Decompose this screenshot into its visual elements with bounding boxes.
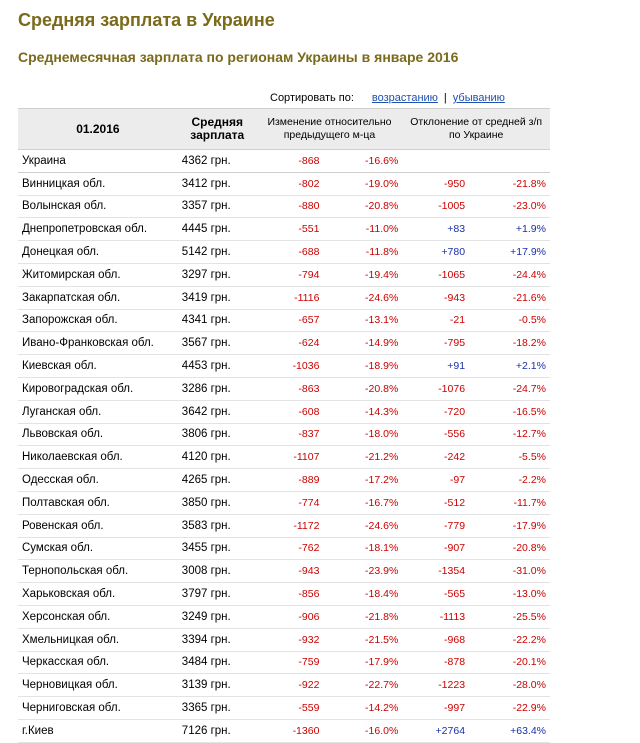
cell-change-abs: -1107: [257, 446, 324, 469]
cell-salary: 3583 грн.: [178, 514, 257, 537]
cell-deviation-abs: -795: [402, 332, 469, 355]
cell-region: Винницкая обл.: [18, 172, 178, 195]
cell-change-pct: -13.1%: [323, 309, 402, 332]
cell-region: Ивано-Франковская обл.: [18, 332, 178, 355]
cell-change-abs: -759: [257, 651, 324, 674]
cell-deviation-pct: -21.8%: [469, 172, 550, 195]
cell-change-abs: -1116: [257, 286, 324, 309]
cell-deviation-pct: -12.7%: [469, 423, 550, 446]
table-row: [18, 309, 550, 332]
cell-region: Херсонская обл.: [18, 605, 178, 628]
sort-ascending-link[interactable]: возрастанию: [371, 92, 438, 104]
cell-change-pct: -23.9%: [323, 560, 402, 583]
cell-deviation-abs: -907: [402, 537, 469, 560]
cell-deviation-pct: -25.5%: [469, 605, 550, 628]
table-row: [18, 446, 550, 469]
cell-salary: 3567 грн.: [178, 332, 257, 355]
cell-region: Киевская обл.: [18, 355, 178, 378]
cell-change-abs: -774: [257, 491, 324, 514]
cell-deviation-pct: -20.8%: [469, 537, 550, 560]
cell-deviation-abs: -943: [402, 286, 469, 309]
cell-salary: 4341 грн.: [178, 309, 257, 332]
table-row: [18, 491, 550, 514]
cell-change-abs: -794: [257, 263, 324, 286]
cell-change-abs: -837: [257, 423, 324, 446]
cell-region: Николаевская обл.: [18, 446, 178, 469]
cell-change-abs: -1036: [257, 355, 324, 378]
cell-deviation-pct: -21.6%: [469, 286, 550, 309]
cell-deviation-abs: -950: [402, 172, 469, 195]
cell-deviation-abs: +2764: [402, 719, 469, 742]
cell-deviation-pct: -0.5%: [469, 309, 550, 332]
table-row: [18, 423, 550, 446]
cell-deviation-pct: [469, 150, 550, 173]
cell-change-pct: -20.8%: [323, 377, 402, 400]
cell-deviation-pct: -31.0%: [469, 560, 550, 583]
cell-region: Черниговская обл.: [18, 697, 178, 720]
cell-deviation-pct: +17.9%: [469, 241, 550, 264]
cell-salary: 3806 грн.: [178, 423, 257, 446]
table-row: [18, 263, 550, 286]
cell-change-abs: -802: [257, 172, 324, 195]
cell-salary: 4445 грн.: [178, 218, 257, 241]
cell-region: г.Киев: [18, 719, 178, 742]
cell-deviation-abs: -997: [402, 697, 469, 720]
cell-region: Днепропетровская обл.: [18, 218, 178, 241]
table-row: [18, 514, 550, 537]
cell-salary: 3008 грн.: [178, 560, 257, 583]
table-row: [18, 332, 550, 355]
cell-deviation-abs: -720: [402, 400, 469, 423]
cell-deviation-pct: +2.1%: [469, 355, 550, 378]
cell-deviation-pct: -24.4%: [469, 263, 550, 286]
cell-change-pct: -21.8%: [323, 605, 402, 628]
cell-change-pct: -24.6%: [323, 514, 402, 537]
header-deviation: Отклонение от средней з/п по Украине: [402, 109, 550, 150]
table-row: [18, 400, 550, 423]
cell-deviation-abs: -1005: [402, 195, 469, 218]
cell-region: Волынская обл.: [18, 195, 178, 218]
cell-change-abs: -1360: [257, 719, 324, 742]
header-average-salary: [178, 109, 257, 150]
cell-region: Луганская обл.: [18, 400, 178, 423]
cell-deviation-pct: -24.7%: [469, 377, 550, 400]
table-body: [18, 150, 550, 743]
cell-salary: 3797 грн.: [178, 583, 257, 606]
cell-change-abs: -906: [257, 605, 324, 628]
cell-deviation-pct: +63.4%: [469, 719, 550, 742]
cell-change-pct: -18.9%: [323, 355, 402, 378]
cell-deviation-abs: -1065: [402, 263, 469, 286]
cell-deviation-pct: -22.9%: [469, 697, 550, 720]
cell-change-pct: -21.2%: [323, 446, 402, 469]
cell-change-abs: -922: [257, 674, 324, 697]
cell-change-pct: -18.4%: [323, 583, 402, 606]
table-row: [18, 560, 550, 583]
cell-change-abs: -551: [257, 218, 324, 241]
cell-change-abs: -856: [257, 583, 324, 606]
cell-salary: 3412 грн.: [178, 172, 257, 195]
cell-salary: 3484 грн.: [178, 651, 257, 674]
table-row: [18, 697, 550, 720]
cell-change-pct: -14.9%: [323, 332, 402, 355]
table-header-row: [18, 109, 550, 150]
cell-change-pct: -18.0%: [323, 423, 402, 446]
header-average-salary-text: Средняя зарплата: [190, 115, 245, 142]
cell-region: Сумская обл.: [18, 537, 178, 560]
salary-table: [18, 108, 550, 743]
page-title: Средняя зарплата в Украине: [18, 10, 275, 30]
cell-change-pct: -21.5%: [323, 628, 402, 651]
cell-change-abs: -863: [257, 377, 324, 400]
cell-salary: 3850 грн.: [178, 491, 257, 514]
cell-change-pct: -19.4%: [323, 263, 402, 286]
page-subtitle: Среднемесячная зарплата по регионам Украины в январе 2016: [18, 49, 459, 65]
cell-deviation-pct: -11.7%: [469, 491, 550, 514]
cell-region: Тернопольская обл.: [18, 560, 178, 583]
cell-change-abs: -868: [257, 150, 324, 173]
table-row: [18, 628, 550, 651]
cell-change-abs: -624: [257, 332, 324, 355]
cell-deviation-pct: -13.0%: [469, 583, 550, 606]
cell-region: Полтавская обл.: [18, 491, 178, 514]
cell-change-abs: -1172: [257, 514, 324, 537]
cell-deviation-abs: -97: [402, 469, 469, 492]
cell-deviation-abs: -242: [402, 446, 469, 469]
table-row: [18, 218, 550, 241]
cell-salary: 4120 грн.: [178, 446, 257, 469]
cell-region: Украина: [18, 150, 178, 173]
cell-deviation-abs: -21: [402, 309, 469, 332]
cell-salary: 5142 грн.: [178, 241, 257, 264]
sort-label: Сортировать по:: [270, 92, 354, 104]
cell-deviation-abs: +91: [402, 355, 469, 378]
cell-deviation-pct: -28.0%: [469, 674, 550, 697]
table-row: [18, 241, 550, 264]
cell-region: Хмельницкая обл.: [18, 628, 178, 651]
cell-deviation-abs: -878: [402, 651, 469, 674]
cell-deviation-pct: -5.5%: [469, 446, 550, 469]
cell-salary: 3365 грн.: [178, 697, 257, 720]
cell-region: Запорожская обл.: [18, 309, 178, 332]
cell-region: Черкасская обл.: [18, 651, 178, 674]
cell-change-pct: -14.3%: [323, 400, 402, 423]
cell-change-pct: -14.2%: [323, 697, 402, 720]
cell-region: Житомирская обл.: [18, 263, 178, 286]
cell-change-pct: -16.7%: [323, 491, 402, 514]
cell-change-abs: -932: [257, 628, 324, 651]
table-row: [18, 355, 550, 378]
cell-region: Донецкая обл.: [18, 241, 178, 264]
cell-salary: 7126 грн.: [178, 719, 257, 742]
cell-deviation-abs: +83: [402, 218, 469, 241]
cell-deviation-abs: -556: [402, 423, 469, 446]
cell-deviation-abs: -1076: [402, 377, 469, 400]
cell-deviation-abs: -968: [402, 628, 469, 651]
cell-salary: 4265 грн.: [178, 469, 257, 492]
table-row: [18, 537, 550, 560]
cell-change-abs: -889: [257, 469, 324, 492]
cell-deviation-abs: -1354: [402, 560, 469, 583]
table-row: [18, 150, 550, 173]
cell-change-pct: -17.9%: [323, 651, 402, 674]
cell-salary: 3455 грн.: [178, 537, 257, 560]
cell-change-pct: -19.0%: [323, 172, 402, 195]
cell-region: Черновицкая обл.: [18, 674, 178, 697]
sort-separator: |: [443, 92, 447, 104]
cell-salary: 3249 грн.: [178, 605, 257, 628]
sort-descending-link[interactable]: убыванию: [452, 92, 505, 104]
table-row: [18, 719, 550, 742]
cell-region: Кировоградская обл.: [18, 377, 178, 400]
cell-deviation-pct: -23.0%: [469, 195, 550, 218]
table-row: [18, 583, 550, 606]
cell-deviation-abs: -1113: [402, 605, 469, 628]
cell-change-abs: -688: [257, 241, 324, 264]
cell-deviation-pct: -22.2%: [469, 628, 550, 651]
table-row: [18, 651, 550, 674]
cell-salary: 3297 грн.: [178, 263, 257, 286]
table-row: [18, 286, 550, 309]
table-row: [18, 195, 550, 218]
cell-change-abs: -943: [257, 560, 324, 583]
cell-deviation-abs: -1223: [402, 674, 469, 697]
cell-deviation-pct: -18.2%: [469, 332, 550, 355]
cell-change-pct: -11.8%: [323, 241, 402, 264]
header-date: 01.2016: [18, 109, 178, 150]
header-change: Изменение относительно предыдущего м-ца: [257, 109, 403, 150]
cell-salary: 3139 грн.: [178, 674, 257, 697]
cell-change-pct: -17.2%: [323, 469, 402, 492]
cell-region: Одесская обл.: [18, 469, 178, 492]
cell-deviation-abs: -512: [402, 491, 469, 514]
cell-salary: 3394 грн.: [178, 628, 257, 651]
sort-bar: [270, 92, 505, 104]
table-row: [18, 674, 550, 697]
cell-salary: 3357 грн.: [178, 195, 257, 218]
cell-region: Львовская обл.: [18, 423, 178, 446]
cell-change-pct: -11.0%: [323, 218, 402, 241]
cell-deviation-pct: -20.1%: [469, 651, 550, 674]
table-row: [18, 172, 550, 195]
cell-change-pct: -18.1%: [323, 537, 402, 560]
cell-change-pct: -16.6%: [323, 150, 402, 173]
cell-salary: 3642 грн.: [178, 400, 257, 423]
cell-salary: 4453 грн.: [178, 355, 257, 378]
cell-change-abs: -559: [257, 697, 324, 720]
cell-salary: 3419 грн.: [178, 286, 257, 309]
cell-change-abs: -762: [257, 537, 324, 560]
table-row: [18, 377, 550, 400]
cell-deviation-abs: [402, 150, 469, 173]
cell-change-pct: -22.7%: [323, 674, 402, 697]
cell-deviation-abs: -565: [402, 583, 469, 606]
cell-change-abs: -880: [257, 195, 324, 218]
cell-change-abs: -657: [257, 309, 324, 332]
cell-deviation-abs: -779: [402, 514, 469, 537]
cell-salary: 4362 грн.: [178, 150, 257, 173]
cell-region: Харьковская обл.: [18, 583, 178, 606]
table-row: [18, 469, 550, 492]
cell-change-pct: -20.8%: [323, 195, 402, 218]
cell-deviation-abs: +780: [402, 241, 469, 264]
cell-region: Ровенская обл.: [18, 514, 178, 537]
cell-deviation-pct: -16.5%: [469, 400, 550, 423]
cell-deviation-pct: -17.9%: [469, 514, 550, 537]
cell-deviation-pct: -2.2%: [469, 469, 550, 492]
cell-change-pct: -16.0%: [323, 719, 402, 742]
cell-salary: 3286 грн.: [178, 377, 257, 400]
cell-change-pct: -24.6%: [323, 286, 402, 309]
table-row: [18, 605, 550, 628]
cell-deviation-pct: +1.9%: [469, 218, 550, 241]
cell-region: Закарпатская обл.: [18, 286, 178, 309]
cell-change-abs: -608: [257, 400, 324, 423]
